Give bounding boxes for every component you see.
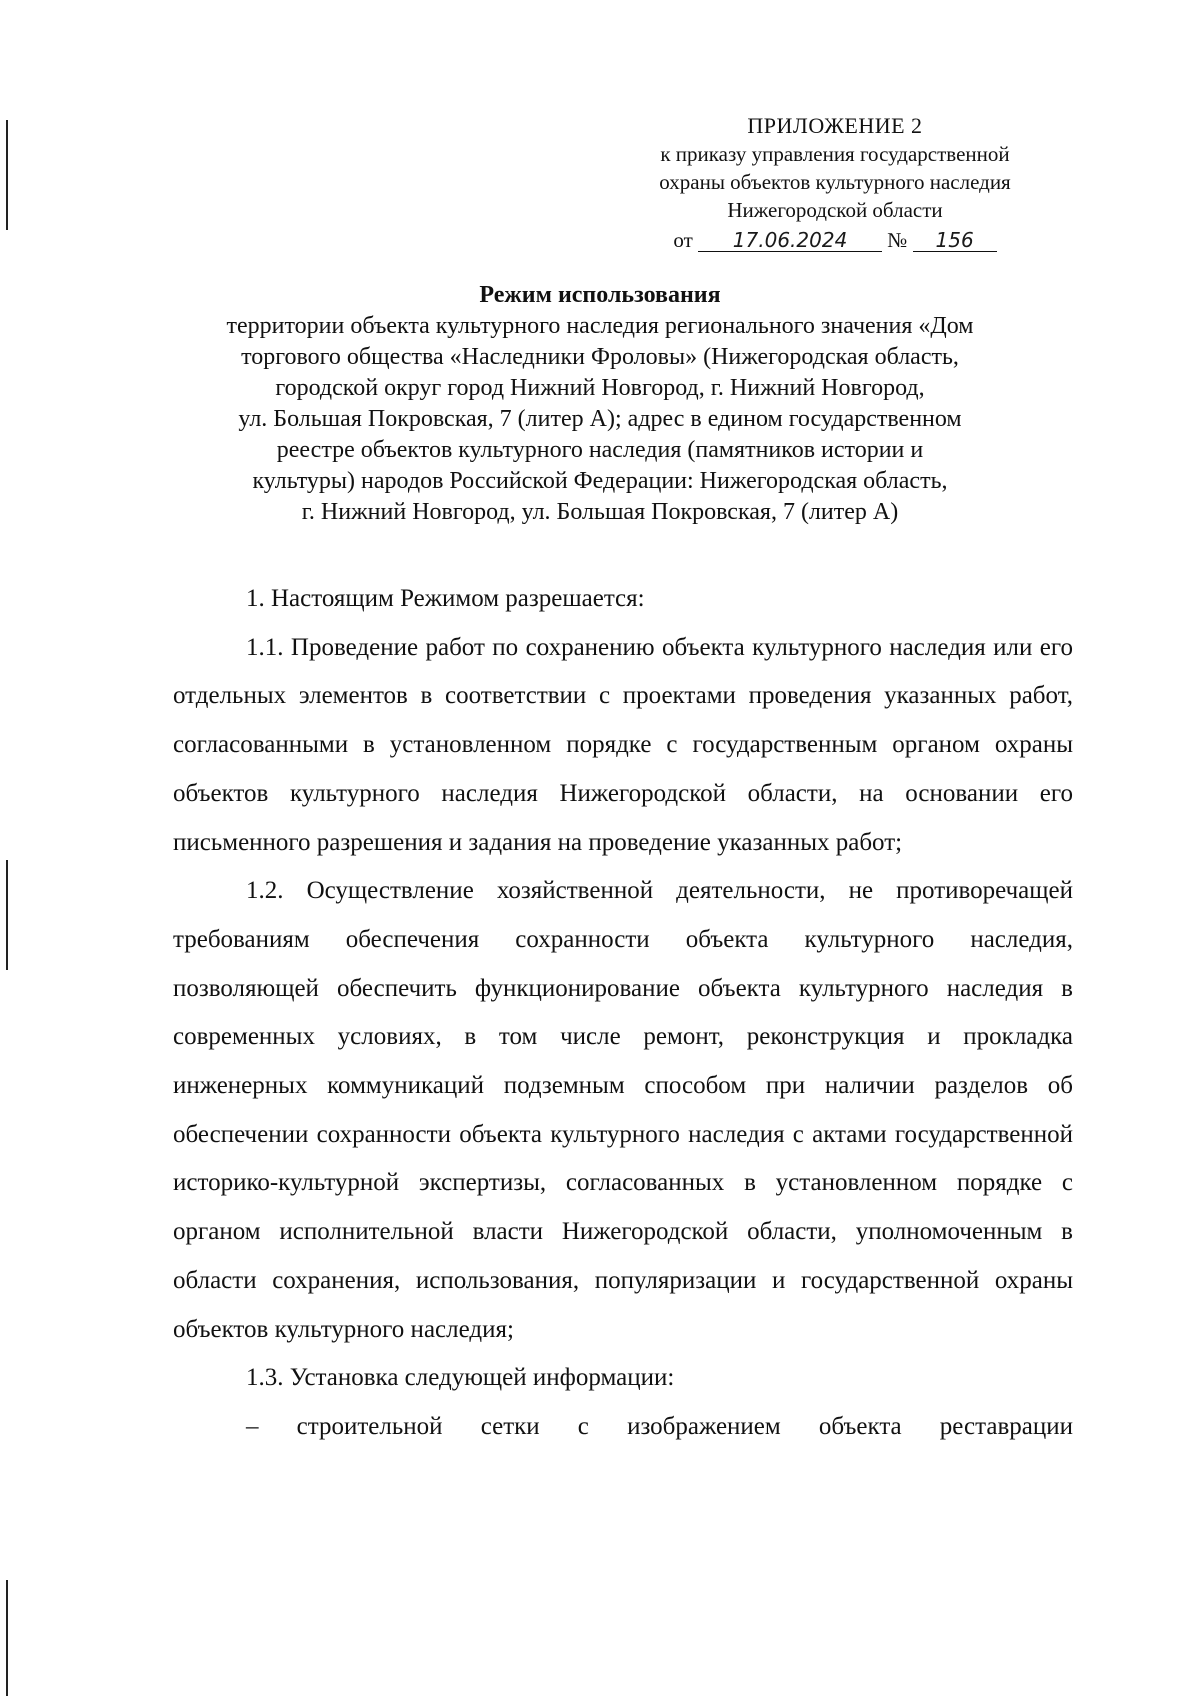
heading-line: территории объекта культурного наследия регионального значения «Дом — [226, 313, 974, 339]
heading-line: реестре объектов культурного наследия (памятников истории и — [276, 437, 924, 463]
heading-line: культуры) народов Российской Федерации: Нижегородская область, — [252, 468, 948, 494]
document-body — [173, 575, 1073, 1452]
heading-line: г. Нижний Новгород, ул. Большая Покровская, 7 (литер А) — [301, 499, 899, 525]
heading-line: торгового общества «Наследники Фроловы» (Нижегородская область, — [241, 344, 959, 370]
heading-line: ул. Большая Покровская, 7 (литер А); адрес в едином государственном — [238, 406, 962, 432]
number-prefix: № — [887, 228, 908, 252]
date-prefix: от — [673, 228, 693, 252]
scan-edge-mark — [6, 860, 8, 970]
paragraph-1-1: 1.1. Проведение работ по сохранению объекта культурного наследия или его отдельных элементов в соответствии с проектами проведения указанных работ, согласованными в установленном порядке с государственным органом охраны объектов культурного наследия Нижегородской области, на основании его письменного разрешения и задания на проведение указанных работ; — [173, 633, 1073, 856]
paragraph-1-3: 1.3. Установка следующей информации: — [246, 1364, 675, 1392]
heading-line: городской округ город Нижний Новгород, г. Нижний Новгород, — [275, 375, 925, 401]
document-heading — [150, 280, 1050, 528]
paragraph-1-2: 1.2. Осуществление хозяйственной деятельности, не противоречащей требованиям обеспечения сохранности объекта культурного наследия, позволяющей обеспечить функционирование объекта культурного наследия в современных условиях, в том числе ремонт, реконструкция и прокладка инженерных коммуникаций подземным способом при наличии разделов об обеспечении сохранности объекта культурного наследия с актами государственной историко-культурной экспертизы, согласованных в установленном порядке с органом исполнительной власти Нижегородской области, уполномоченным в области сохранения, использования, популяризации и государственной охраны объектов культурного наследия; — [173, 877, 1073, 1343]
scan-edge-mark — [6, 1580, 8, 1696]
appendix-block — [600, 112, 1070, 254]
handwritten-number: 156 — [913, 229, 997, 252]
paragraph-1: 1. Настоящим Режимом разрешается: — [246, 585, 645, 612]
scan-edge-mark — [6, 120, 8, 230]
heading-title: Режим использования — [479, 282, 721, 308]
appendix-date-line — [600, 226, 1070, 254]
appendix-title: ПРИЛОЖЕНИЕ 2 — [747, 113, 923, 138]
handwritten-date: 17.06.2024 — [698, 229, 882, 252]
appendix-line: охраны объектов культурного наследия — [659, 170, 1011, 194]
appendix-line: к приказу управления государственной — [660, 142, 1010, 166]
paragraph-1-3-item: – строительной сетки с изображением объекта реставрации — [246, 1412, 1073, 1440]
appendix-line: Нижегородской области — [727, 198, 943, 222]
